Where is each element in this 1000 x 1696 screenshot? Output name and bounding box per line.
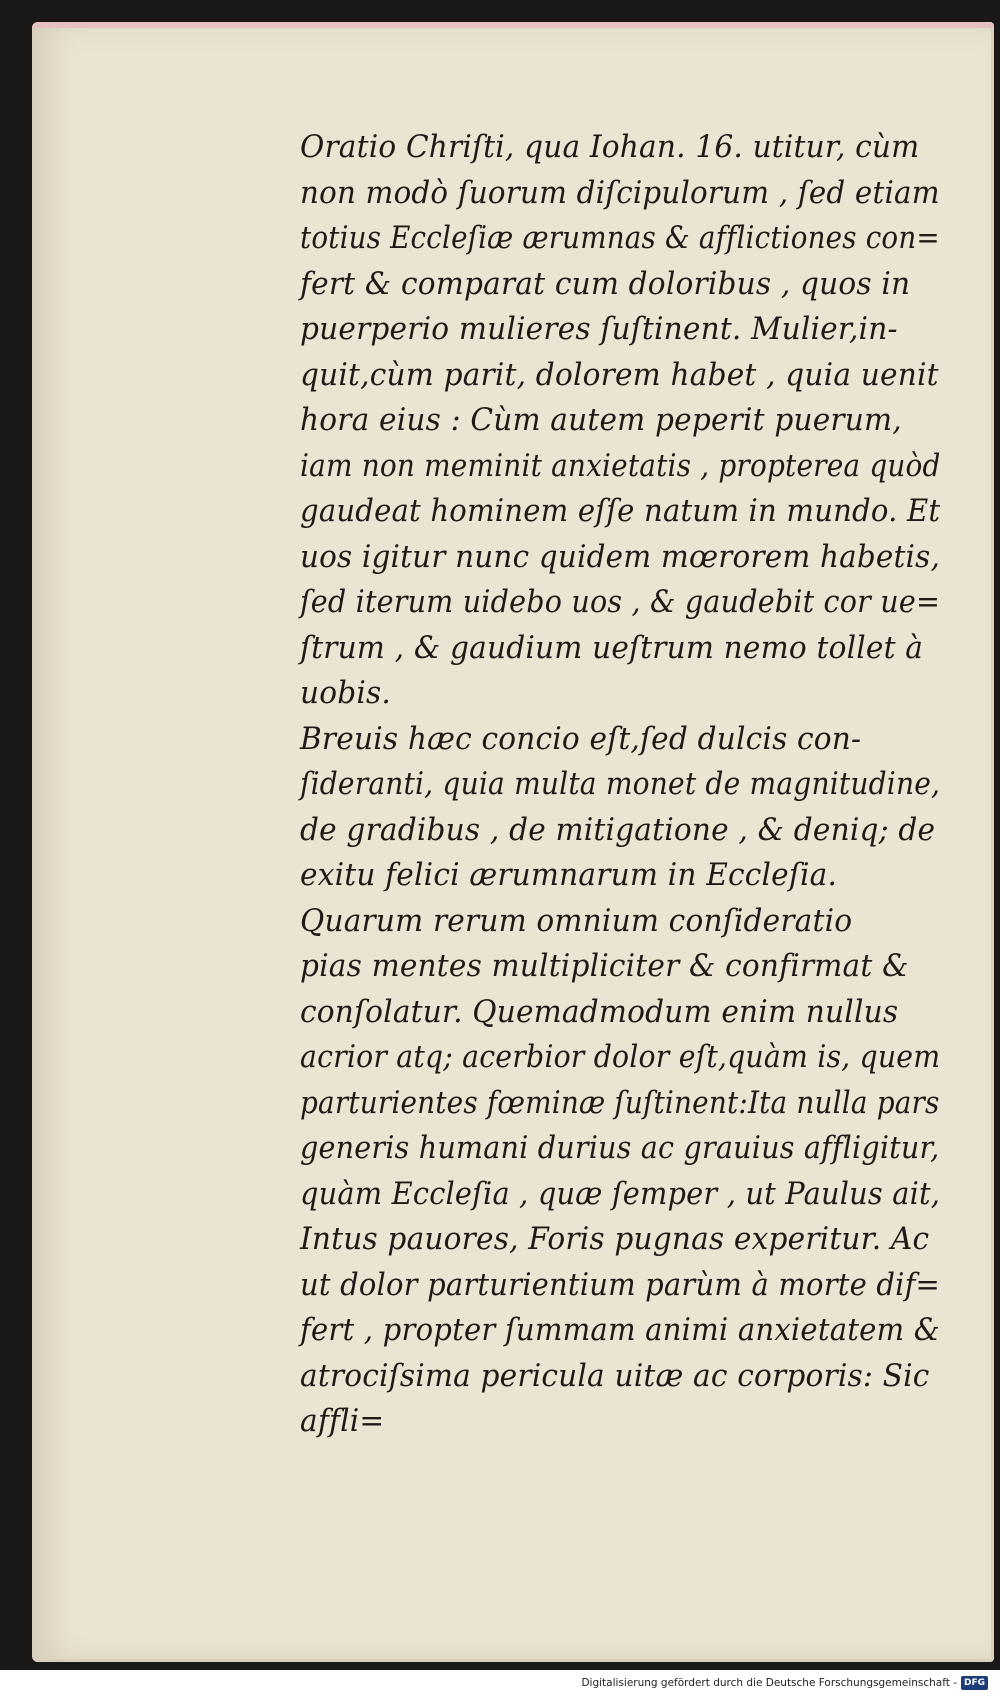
- text-line: generis humani durius ac grauius affligitur,: [300, 1131, 940, 1166]
- text-line: fert , propter ſummam animi anxietatem &: [300, 1313, 940, 1348]
- text-line: uobis.: [300, 676, 392, 711]
- text-line: uos igitur nunc quidem mœrorem habetis,: [300, 539, 941, 575]
- text-line: parturientes fœminæ ſuſtinent:Ita nulla pars: [300, 1085, 940, 1121]
- text-line: Quarum rerum omnium conſideratio: [300, 903, 853, 939]
- footer-credit: Digitalisierung gefördert durch die Deutsche Forschungsgemeinschaft -: [581, 1677, 957, 1689]
- text-line: quàm Eccleſia , quæ ſemper , ut Paulus ait,: [300, 1176, 941, 1212]
- text-line: ſtrum , & gaudium ueſtrum nemo tollet à: [300, 630, 924, 666]
- text-line: totius Eccleſiæ ærumnas & afflictiones con=: [300, 221, 940, 256]
- text-line: fert & comparat cum doloribus , quos in: [300, 266, 911, 302]
- text-line: quit,cùm parit, dolorem habet , quia uenit: [300, 357, 939, 393]
- text-line: gaudeat hominem eſſe natum in mundo. Et: [300, 494, 941, 529]
- text-line: pias mentes multipliciter & confirmat &: [300, 949, 909, 984]
- text-line: ſed iterum uidebo uos , & gaudebit cor ue=: [300, 585, 941, 620]
- digitization-footer: [581, 1673, 988, 1693]
- text-line: puerperio mulieres ſuſtinent. Mulier,in-: [300, 312, 898, 347]
- text-line: iam non meminit anxietatis , propterea quòd: [300, 448, 941, 484]
- text-line: atrociſsima pericula uitæ ac corporis: Sic: [300, 1358, 930, 1394]
- text-line: affli=: [300, 1404, 385, 1439]
- text-line: hora eius : Cùm autem peperit puerum,: [300, 403, 902, 438]
- text-line: exitu felici ærumnarum in Eccleſia.: [300, 858, 838, 893]
- text-line: non modò ſuorum diſcipulorum , ſed etiam: [300, 175, 940, 211]
- text-line: conſolatur. Quemadmodum enim nullus: [300, 994, 899, 1030]
- text-line: Intus pauores, Foris pugnas experitur. Ac: [300, 1222, 930, 1257]
- text-line: Oratio Chriſti, qua Iohan. 16. utitur, cùm: [300, 130, 920, 165]
- text-line: de gradibus , de mitigatione , & deniq; de: [300, 812, 936, 848]
- dfg-logo: DFG: [961, 1676, 988, 1690]
- text-line: acrior atq; acerbior dolor eſt,quàm is, quem: [300, 1040, 941, 1075]
- text-line: Breuis hæc concio eſt,ſed dulcis con-: [300, 721, 862, 757]
- text-line: ſideranti, quia multa monet de magnitudine,: [300, 767, 941, 802]
- page-text: [300, 125, 960, 1445]
- page-edge: [32, 22, 994, 28]
- text-line: ut dolor parturientium parùm à morte dif=: [300, 1267, 941, 1303]
